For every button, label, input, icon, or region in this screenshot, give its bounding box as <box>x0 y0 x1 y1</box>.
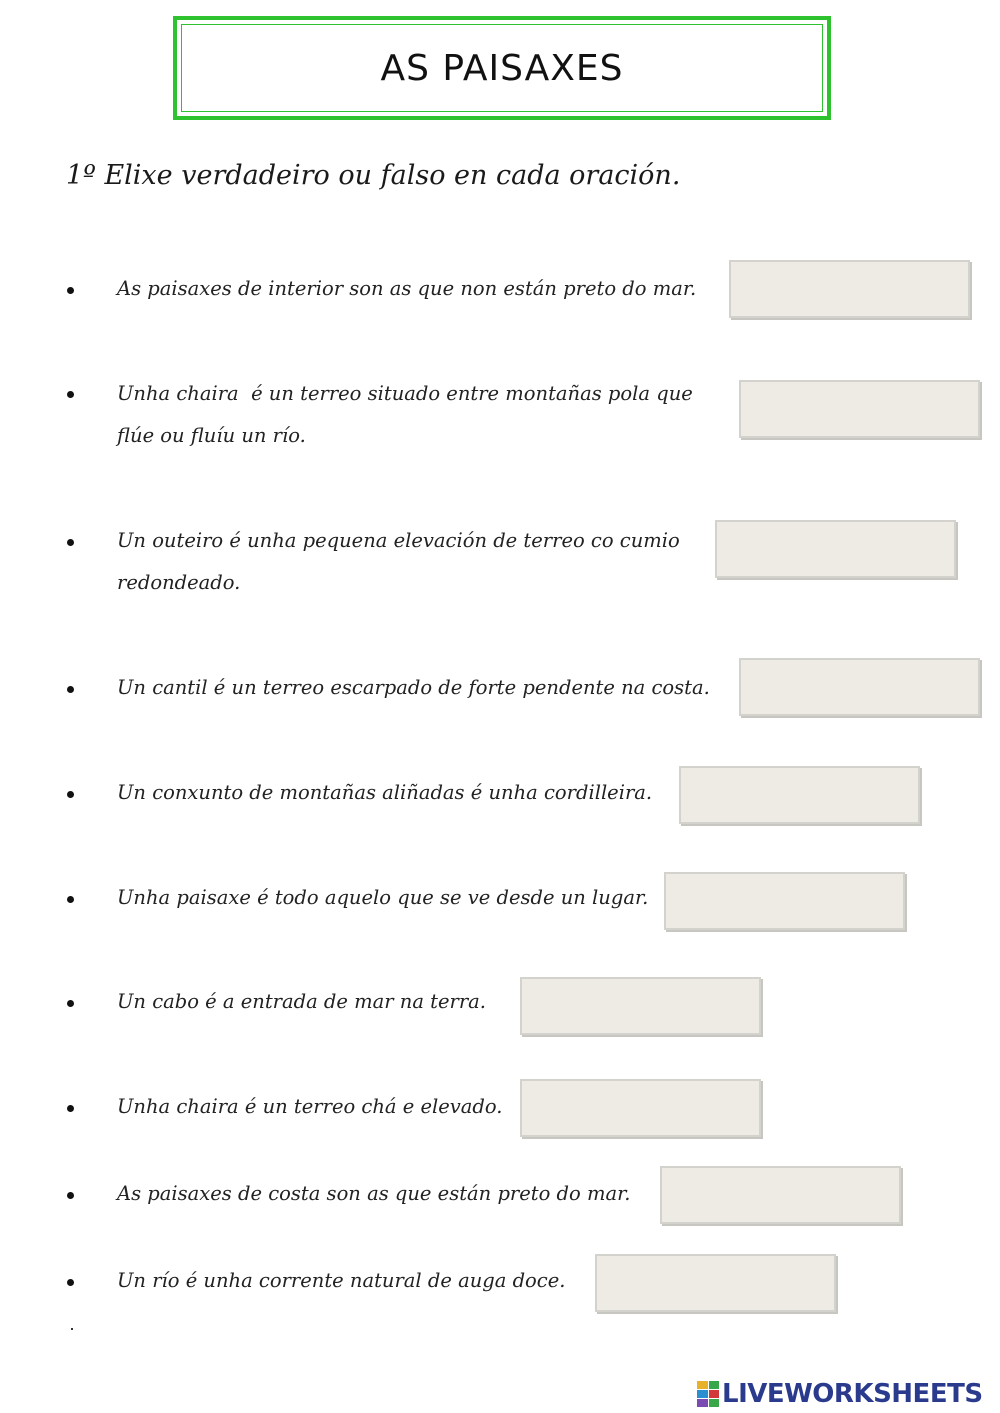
item-statement-1: As paisaxes de interior son as que non están preto do mar. <box>117 277 697 300</box>
item-statement-7: Un cabo é a entrada de mar na terra. <box>117 990 486 1013</box>
item-statement-9: As paisaxes de costa son as que están preto do mar. <box>117 1182 631 1205</box>
item-statement-2-line2: flúe ou fluíu un río. <box>117 424 306 447</box>
answer-field-2[interactable] <box>739 380 980 438</box>
item-statement-6: Unha paisaxe é todo aquelo que se ve desde un lugar. <box>117 886 649 909</box>
stray-mark <box>71 1328 73 1330</box>
bullet-icon <box>67 686 74 693</box>
item-statement-2 <box>117 373 693 457</box>
bullet-icon <box>67 391 74 398</box>
bullet-icon <box>67 1279 74 1286</box>
item-statement-8: Unha chaira é un terreo chá e elevado. <box>117 1095 503 1118</box>
item-statement-3-line2: redondeado. <box>117 571 241 594</box>
bullet-icon <box>67 1105 74 1112</box>
item-statement-10: Un río é unha corrente natural de auga doce. <box>117 1269 566 1292</box>
bullet-icon <box>67 1192 74 1199</box>
answer-field-7[interactable] <box>520 977 761 1035</box>
liveworksheets-logo-icon <box>697 1381 719 1407</box>
title-box <box>173 16 831 120</box>
item-statement-5: Un conxunto de montañas aliñadas é unha cordilleira. <box>117 781 653 804</box>
item-statement-2-line1: Unha chaira é un terreo situado entre montañas pola que <box>117 382 693 405</box>
bullet-icon <box>67 287 74 294</box>
item-statement-4: Un cantil é un terreo escarpado de forte pendente na costa. <box>117 676 710 699</box>
page-title: AS PAISAXES <box>380 47 624 89</box>
instruction-text: 1º Elixe verdadeiro ou falso en cada oración. <box>66 160 681 191</box>
bullet-icon <box>67 1000 74 1007</box>
answer-field-6[interactable] <box>664 872 905 930</box>
bullet-icon <box>67 539 74 546</box>
logo-text: LIVEWORKSHEETS <box>722 1379 983 1409</box>
answer-field-10[interactable] <box>595 1254 836 1312</box>
bullet-icon <box>67 791 74 798</box>
answer-field-5[interactable] <box>679 766 920 824</box>
title-frame <box>181 24 823 112</box>
item-statement-3-line1: Un outeiro é unha pequena elevación de terreo co cumio <box>117 529 680 552</box>
item-statement-3 <box>117 520 680 604</box>
answer-field-8[interactable] <box>520 1079 761 1137</box>
liveworksheets-logo[interactable] <box>697 1379 983 1409</box>
bullet-icon <box>67 896 74 903</box>
answer-field-9[interactable] <box>660 1166 901 1224</box>
answer-field-1[interactable] <box>729 260 970 318</box>
answer-field-4[interactable] <box>739 658 980 716</box>
answer-field-3[interactable] <box>715 520 956 578</box>
